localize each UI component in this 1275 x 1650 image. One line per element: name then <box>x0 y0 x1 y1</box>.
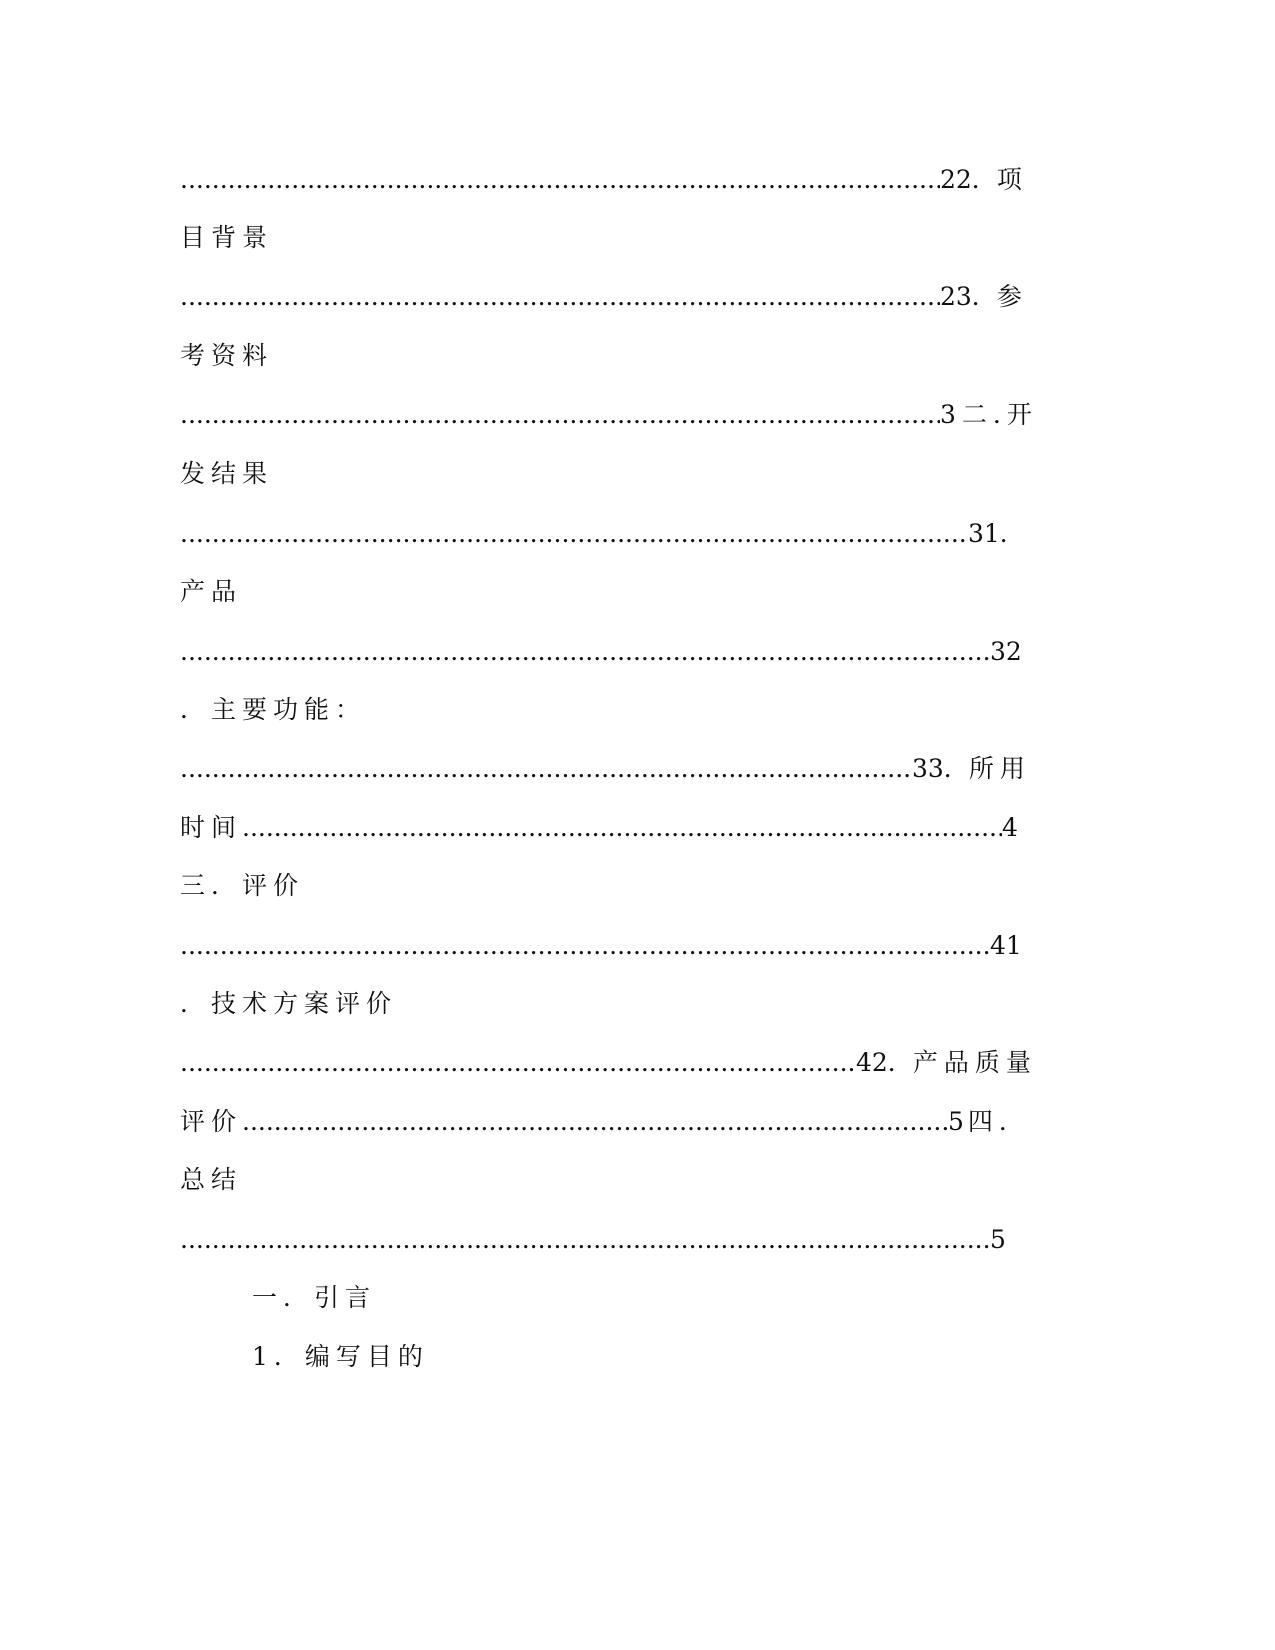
toc-page-number: 4 <box>1002 813 1018 842</box>
dot-leader <box>180 749 912 789</box>
dot-leader <box>242 1102 948 1142</box>
toc-page-number: 31． <box>968 519 1025 548</box>
toc-entry[interactable] <box>180 160 1040 200</box>
toc-entry-text: 二.开 <box>961 400 1038 429</box>
toc-entry <box>180 866 1040 906</box>
toc-entry-text: 产品 <box>180 577 243 606</box>
toc-entry[interactable] <box>180 632 1040 672</box>
heading-text: 一．引言 <box>252 1283 377 1312</box>
toc-entry <box>180 1160 1040 1200</box>
dot-leader <box>180 1220 990 1260</box>
toc-page-number: 23． <box>940 282 997 311</box>
toc-entry-text: 产品质量 <box>912 1048 1037 1077</box>
dot-leader <box>242 808 1002 848</box>
dot-leader <box>180 926 990 966</box>
toc-entry-text: 时间 <box>180 813 243 842</box>
toc-entry-text: 总结 <box>180 1165 243 1194</box>
toc-entry[interactable] <box>180 1220 1040 1260</box>
toc-entry-text: ．技术方案评价 <box>180 989 398 1018</box>
toc-entry-text: 发结果 <box>180 459 274 488</box>
toc-page-number: 5 <box>948 1107 964 1136</box>
toc-entry[interactable] <box>180 808 1040 848</box>
toc-entry <box>180 218 1040 258</box>
toc-page-number: 33． <box>912 754 969 783</box>
toc-entry-text: 三．评价 <box>180 871 305 900</box>
toc-page-number: 5 <box>990 1225 1006 1254</box>
toc-entry-text: 评价 <box>180 1107 243 1136</box>
dot-leader <box>180 277 940 317</box>
dot-leader <box>180 632 990 672</box>
dot-leader <box>180 514 968 554</box>
section-heading <box>252 1278 952 1318</box>
toc-entry-text: 项 <box>996 165 1028 194</box>
toc-entry-text: ．主要功能： <box>180 695 367 724</box>
toc-entry-text: 考资料 <box>180 341 274 370</box>
toc-entry[interactable] <box>180 1102 1040 1142</box>
dot-leader <box>180 160 940 200</box>
dot-leader <box>180 1043 856 1083</box>
toc-page-number: 41 <box>990 931 1022 960</box>
toc-entry-text: 四． <box>967 1107 1030 1136</box>
toc-entry[interactable] <box>180 277 1040 317</box>
toc-page-number: 42． <box>856 1048 913 1077</box>
toc-entry[interactable] <box>180 395 1040 435</box>
heading-text: 1．编写目的 <box>252 1342 429 1371</box>
dot-leader <box>180 395 940 435</box>
toc-entry[interactable] <box>180 1043 1040 1083</box>
toc-entry[interactable] <box>180 514 1040 554</box>
toc-entry <box>180 454 1040 494</box>
toc-entry <box>180 336 1040 376</box>
toc-entry <box>180 984 1040 1024</box>
toc-page-number: 3 <box>940 400 956 429</box>
toc-entry <box>180 572 1040 612</box>
toc-entry <box>180 690 1040 730</box>
toc-entry-text: 所用 <box>968 754 1031 783</box>
toc-entry-text: 目背景 <box>180 223 274 252</box>
toc-entry[interactable] <box>180 926 1040 966</box>
subsection-heading <box>252 1337 952 1377</box>
toc-page-number: 32 <box>990 637 1022 666</box>
toc-page-number: 22． <box>940 165 997 194</box>
toc-entry-text: 参 <box>996 282 1028 311</box>
toc-entry[interactable] <box>180 749 1040 789</box>
